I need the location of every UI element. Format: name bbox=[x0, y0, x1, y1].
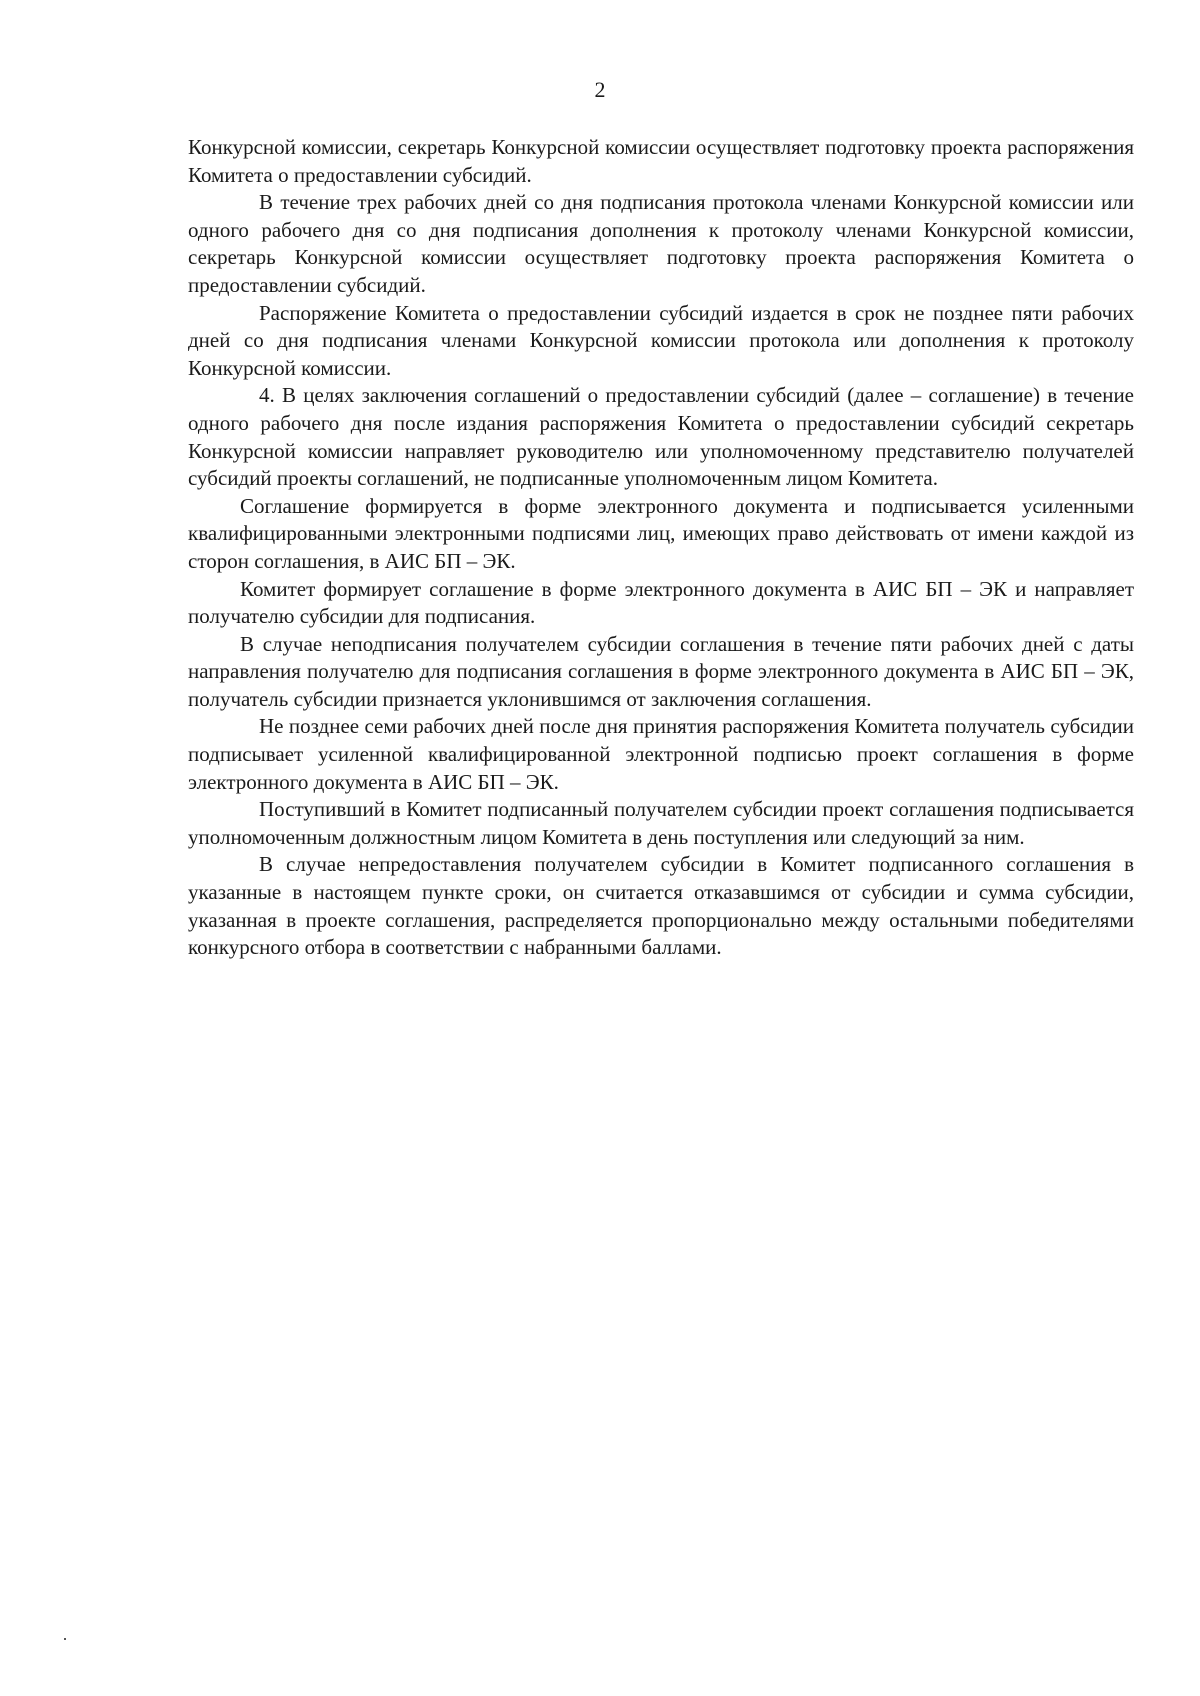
paragraph-5: Соглашение формируется в форме электронного документа и подписывается усиленными квалифицированными электронными подписями лиц, имеющих право действовать от имени каждой из сторон соглашения, в АИС БП – ЭК. bbox=[188, 493, 1134, 573]
paragraph-8: Не позднее семи рабочих дней после дня принятия распоряжения Комитета получатель субсидии подписывает усиленной квалифицированной электронной подписью проект соглашения в форме электронного документа в АИС БП – ЭК. bbox=[188, 714, 1134, 794]
paragraph-3: Распоряжение Комитета о предоставлении субсидий издается в срок не позднее пяти рабочих дней со дня подписания членами Конкурсной комиссии протокола или дополнения к протоколу Конкурсной комиссии. bbox=[188, 300, 1134, 380]
paragraph-10: В случае непредоставления получателем субсидии в Комитет подписанного соглашения в указанные в настоящем пункте сроки, он считается отказавшимся от субсидии и сумма субсидии, указанная в проекте соглашения, распределяется пропорционально между остальными победителями конкурсного отбора в соответствии с набранными баллами. bbox=[188, 852, 1134, 960]
scan-artifact-dot bbox=[64, 1638, 66, 1640]
document-body bbox=[188, 134, 1134, 962]
page-number: 2 bbox=[594, 77, 606, 102]
paragraph-9: Поступивший в Комитет подписанный получателем субсидии проект соглашения подписывается уполномоченным должностным лицом Комитета в день поступления или следующий за ним. bbox=[188, 797, 1134, 849]
paragraph-1: Конкурсной комиссии, секретарь Конкурсной комиссии осуществляет подготовку проекта распоряжения Комитета о предоставлении субсидий. bbox=[188, 135, 1134, 187]
paragraph-4: 4. В целях заключения соглашений о предоставлении субсидий (далее – соглашение) в течение одного рабочего дня после издания распоряжения Комитета о предоставлении субсидий секретарь Конкурсной комиссии направляет руководителю или уполномоченному представителю получателей субсидий проекты соглашений, не подписанные уполномоченным лицом Комитета. bbox=[188, 383, 1134, 491]
paragraph-7: В случае неподписания получателем субсидии соглашения в течение пяти рабочих дней с даты направления получателю для подписания соглашения в форме электронного документа в АИС БП – ЭК, получатель субсидии признается уклонившимся от заключения соглашения. bbox=[188, 631, 1134, 711]
paragraph-6: Комитет формирует соглашение в форме электронного документа в АИС БП – ЭК и направляет получателю субсидии для подписания. bbox=[188, 576, 1134, 629]
paragraph-2: В течение трех рабочих дней со дня подписания протокола членами Конкурсной комиссии или одного рабочего дня со дня подписания дополнения к протоколу членами Конкурсной комиссии, секретарь Конкурсной комиссии осуществляет подготовку проекта распоряжения Комитета о предоставлении субсидий. bbox=[188, 190, 1134, 297]
